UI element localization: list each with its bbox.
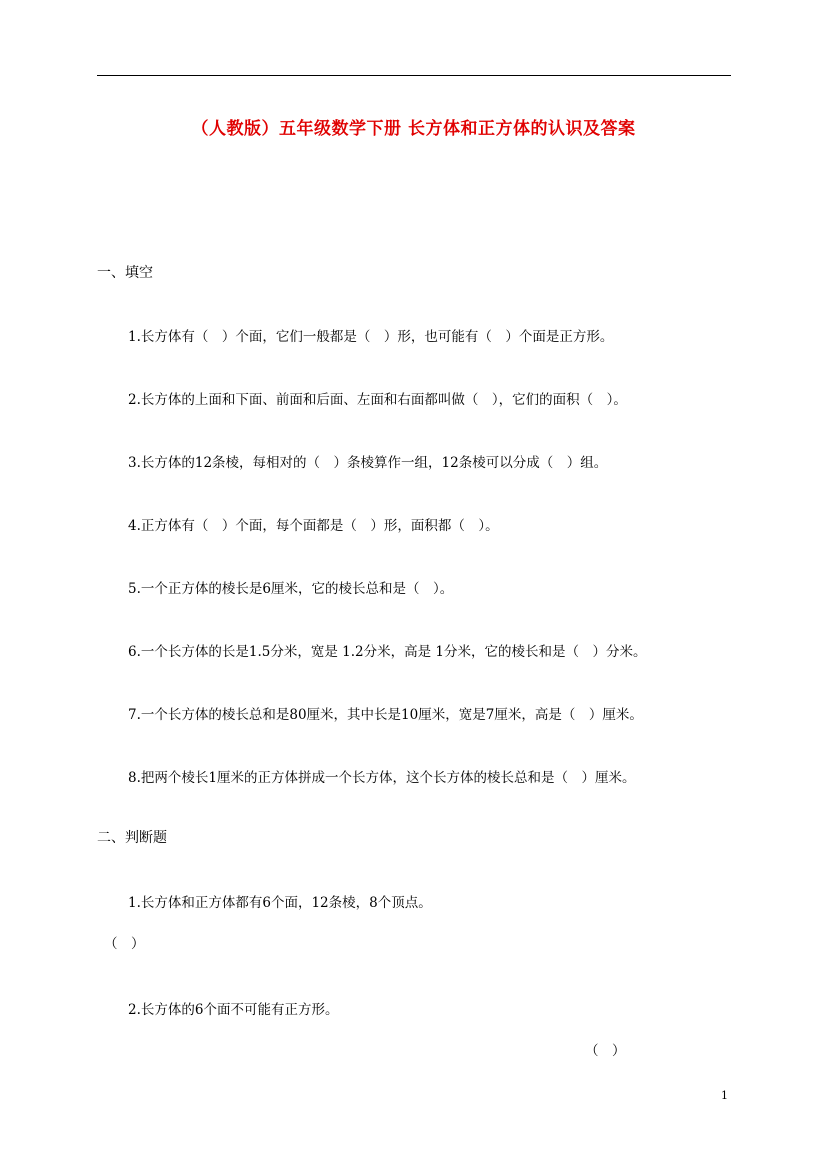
fill-question-3: 3.长方体的12条棱，每相对的（ ）条棱算作一组，12条棱可以分成（ ）组。 <box>128 455 608 471</box>
judge-answer-blank-1: （ ） <box>104 936 145 952</box>
header-rule <box>97 75 731 76</box>
judge-answer-blank-2: （ ） <box>585 1043 626 1059</box>
section-heading-true-false: 二、判断题 <box>97 830 167 846</box>
page-number: 1 <box>721 1089 728 1102</box>
fill-question-1: 1.长方体有（ ）个面，它们一般都是（ ）形，也可能有（ ）个面是正方形。 <box>128 329 614 345</box>
section-heading-fill-blank: 一、填空 <box>97 265 153 281</box>
judge-question-1: 1.长方体和正方体都有6个面，12条棱，8个顶点。 <box>128 895 432 911</box>
fill-question-8: 8.把两个棱长1厘米的正方体拼成一个长方体，这个长方体的棱长总和是（ ）厘米。 <box>128 770 636 786</box>
fill-question-2: 2.长方体的上面和下面、前面和后面、左面和右面都叫做（ ），它们的面积（ ）。 <box>128 392 627 408</box>
fill-question-5: 5.一个正方体的棱长是6厘米，它的棱长总和是（ ）。 <box>128 581 454 597</box>
fill-question-7: 7.一个长方体的棱长总和是80厘米，其中长是10厘米，宽是7厘米，高是（ ）厘米。 <box>128 707 643 723</box>
fill-question-6: 6.一个长方体的长是1.5分米，宽是 1.2分米，高是 1分米，它的棱长和是（ ）分米。 <box>128 644 647 660</box>
document-title: （人教版）五年级数学下册 长方体和正方体的认识及答案 <box>191 119 636 139</box>
judge-question-2: 2.长方体的6个面不可能有正方形。 <box>128 1002 339 1018</box>
fill-question-4: 4.正方体有（ ）个面，每个面都是（ ）形，面积都（ ）。 <box>128 518 499 534</box>
